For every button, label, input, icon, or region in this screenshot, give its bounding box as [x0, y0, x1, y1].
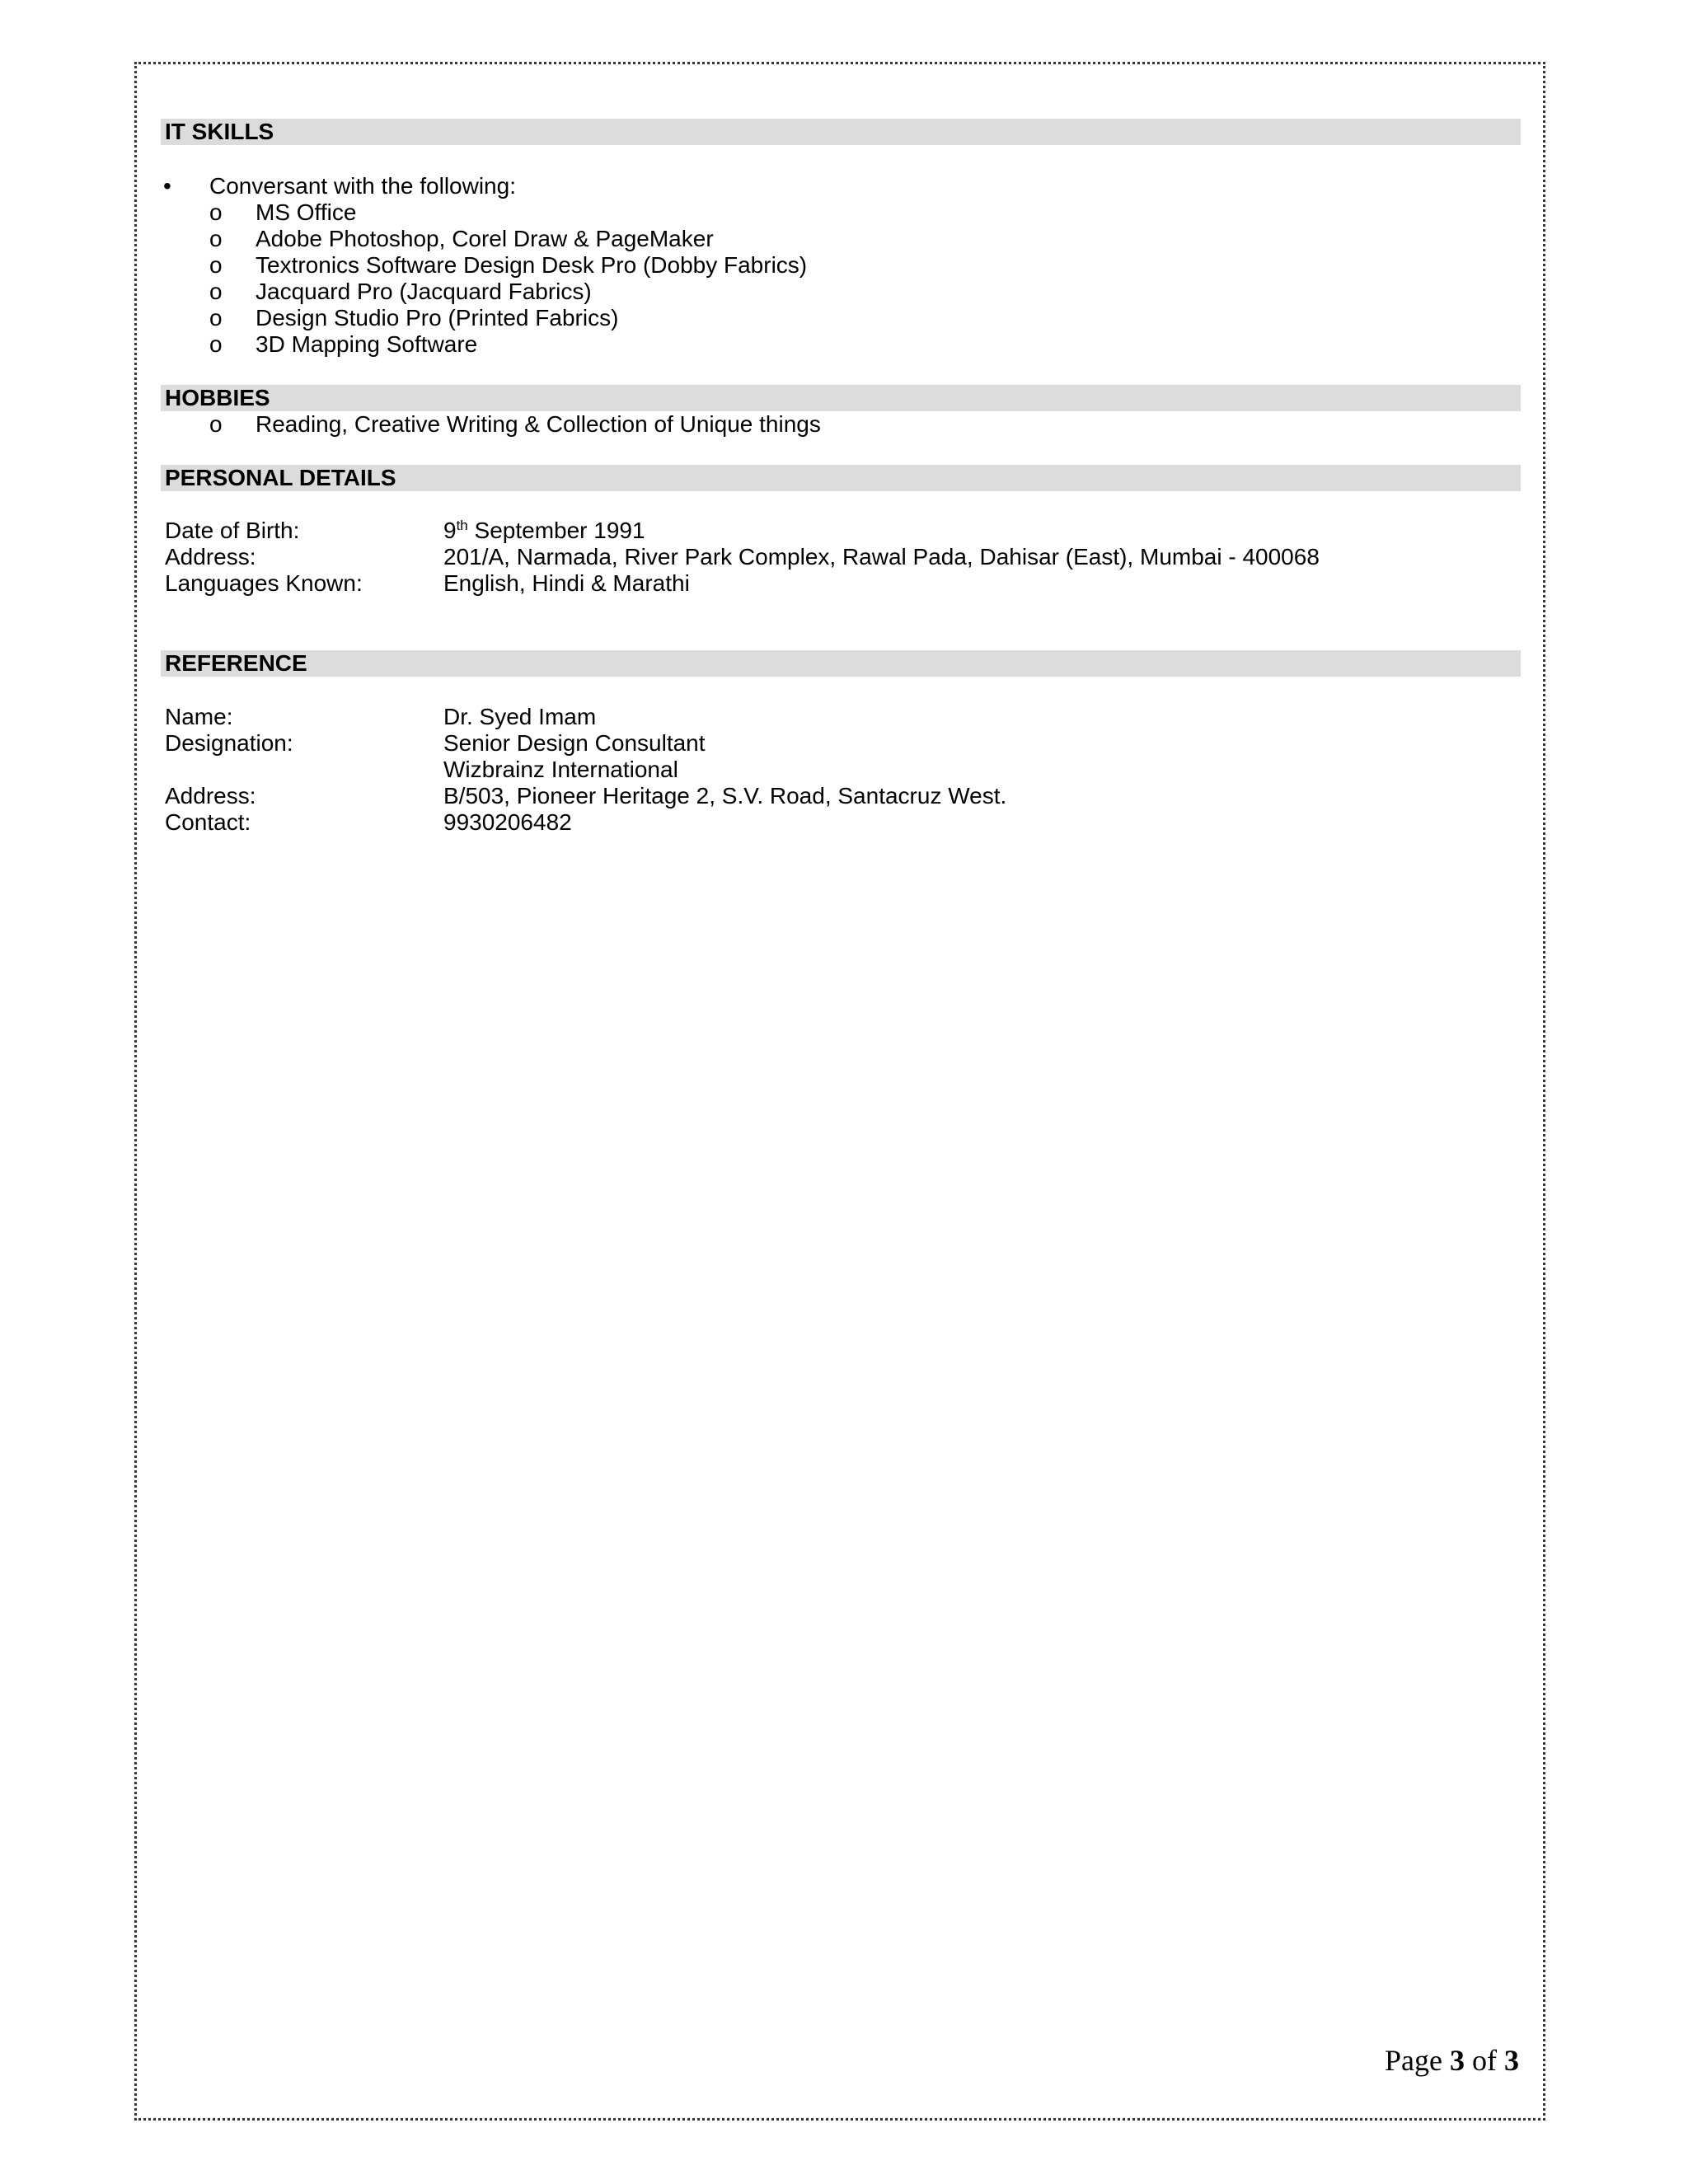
reference-address-label: Address:: [165, 783, 256, 808]
it-skill-item: Textronics Software Design Desk Pro (Dobby Fabrics): [256, 252, 808, 278]
bullet-circle-icon: o: [209, 279, 223, 304]
reference-organization-value: Wizbrainz International: [443, 757, 678, 782]
hobby-item: Reading, Creative Writing & Collection of Unique things: [256, 411, 821, 437]
dob-rest: September 1991: [467, 518, 645, 543]
dob-day: 9: [443, 518, 457, 543]
dob-label: Date of Birth:: [165, 518, 300, 543]
languages-label: Languages Known:: [165, 570, 363, 596]
bullet-circle-icon: o: [209, 331, 223, 357]
address-label: Address:: [165, 544, 256, 569]
languages-value: English, Hindi & Marathi: [443, 570, 690, 596]
bullet-disc-icon: •: [163, 173, 171, 199]
page-number-footer: [1385, 2044, 1519, 2077]
bullet-circle-icon: o: [209, 411, 223, 437]
dob-value: [443, 518, 645, 544]
it-skill-item: Adobe Photoshop, Corel Draw & PageMaker: [256, 226, 714, 251]
bullet-circle-icon: o: [209, 252, 223, 278]
total-pages-number: 3: [1504, 2044, 1519, 2077]
reference-designation-label: Designation:: [165, 730, 293, 756]
address-value: 201/A, Narmada, River Park Complex, Rawal Pada, Dahisar (East), Mumbai - 400068: [443, 544, 1320, 569]
reference-name-label: Name:: [165, 704, 233, 729]
hobbies-heading: HOBBIES: [161, 385, 1521, 411]
page-border: [134, 62, 1545, 2121]
bullet-circle-icon: o: [209, 226, 223, 251]
it-skills-heading: IT SKILLS: [161, 119, 1521, 145]
it-skill-item: Jacquard Pro (Jacquard Fabrics): [256, 279, 592, 304]
current-page-number: 3: [1450, 2044, 1465, 2077]
reference-contact-value: 9930206482: [443, 809, 572, 835]
reference-address-value: B/503, Pioneer Heritage 2, S.V. Road, Santacruz West.: [443, 783, 1007, 808]
page-word: Page: [1385, 2044, 1442, 2077]
bullet-circle-icon: o: [209, 305, 223, 330]
reference-name-value: Dr. Syed Imam: [443, 704, 597, 729]
personal-details-heading: PERSONAL DETAILS: [161, 465, 1521, 491]
of-word: of: [1472, 2044, 1497, 2077]
it-skill-item: MS Office: [256, 199, 357, 225]
it-skill-item: Design Studio Pro (Printed Fabrics): [256, 305, 619, 330]
dob-suffix: th: [456, 518, 468, 533]
it-skill-item: 3D Mapping Software: [256, 331, 478, 357]
reference-designation-value: Senior Design Consultant: [443, 730, 706, 756]
reference-heading: REFERENCE: [161, 650, 1521, 677]
it-skills-intro: Conversant with the following:: [209, 173, 516, 199]
reference-contact-label: Contact:: [165, 809, 251, 835]
bullet-circle-icon: o: [209, 199, 223, 225]
